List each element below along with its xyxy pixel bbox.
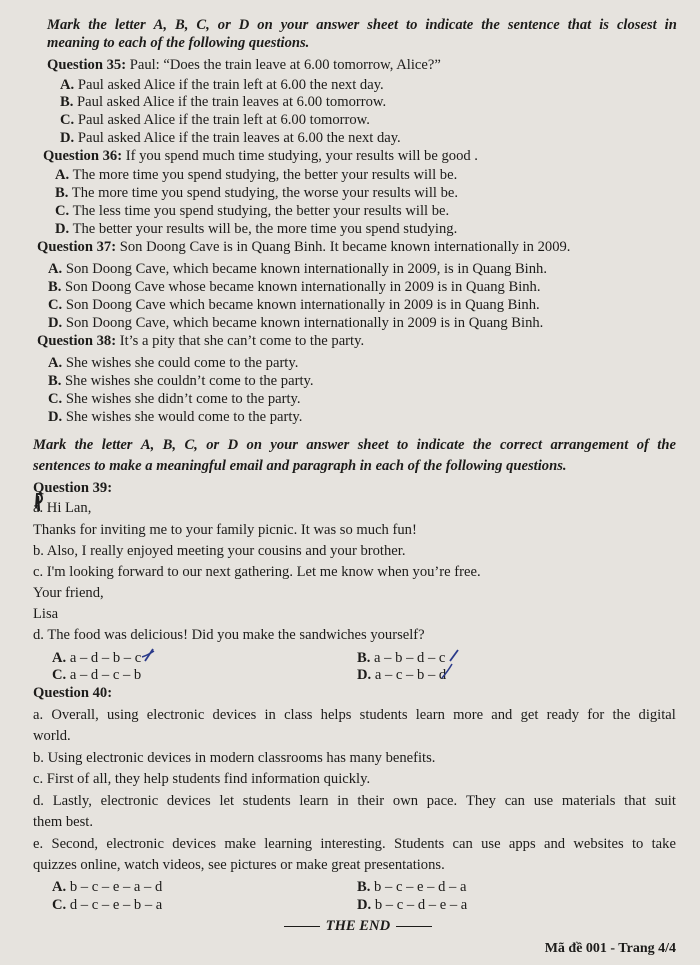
q35-label: Question 35: — [47, 57, 127, 73]
word: use — [533, 793, 554, 809]
word: and — [543, 836, 566, 852]
word: using — [106, 707, 139, 723]
word: indicate — [425, 17, 474, 33]
word: get — [520, 707, 539, 723]
q36-option-b[interactable]: B. The more time you spend studying, the worse your results will be. — [55, 185, 459, 201]
q35-option-d[interactable]: D. Paul asked Alice if the train leaves at 6.00 the next day. — [60, 130, 401, 146]
word: the — [612, 707, 631, 723]
q38-stem: It’s a pity that she can’t come to the party. — [119, 333, 365, 349]
word: letter — [101, 437, 133, 453]
q39-option-c[interactable]: C. a – d – c – b — [52, 667, 142, 683]
word: the — [472, 437, 492, 453]
word: can — [504, 793, 525, 809]
word: Students — [393, 836, 445, 852]
word: class — [284, 707, 313, 723]
q37-option-b[interactable]: B. Son Doong Cave whose became known internationally in 2009 is in Quang Binh. — [48, 279, 541, 295]
q35-option-b[interactable]: B. Paul asked Alice if the train leaves at 6.00 tomorrow. — [60, 94, 387, 110]
end-rule-left — [284, 926, 320, 927]
word: students — [242, 793, 291, 809]
end-marker — [282, 918, 434, 935]
word: learn — [299, 793, 329, 809]
q37-label: Question 37: — [37, 239, 117, 255]
word: the — [74, 437, 94, 453]
word: sentence — [507, 17, 560, 33]
word: make — [224, 836, 256, 852]
q38-option-b[interactable]: B. She wishes she couldn’t come to the party. — [48, 373, 314, 389]
word: or — [206, 437, 220, 453]
q36-option-d[interactable]: D. The better your results will be, the more time you spend studying. — [55, 221, 458, 237]
q35-option-c[interactable]: C. Paul asked Alice if the train left at 6.00 tomorrow. — [60, 112, 370, 128]
word: closest — [616, 17, 657, 33]
q38-option-d[interactable]: D. She wishes she would come to the party. — [48, 409, 303, 425]
word: digital — [638, 707, 676, 723]
word: A, — [153, 17, 168, 33]
word: Lastly, — [52, 793, 92, 809]
end-text: THE END — [325, 918, 391, 934]
word: use — [481, 836, 501, 852]
q39-option-a[interactable]: A. a – d – b – c — [52, 650, 142, 666]
q40-line-e2: quizzes online, watch videos, see pictures or make great presentations. — [33, 857, 445, 873]
word: Second, — [51, 836, 99, 852]
word: d. — [33, 793, 44, 809]
word: sheet — [367, 17, 399, 33]
word: a. — [33, 707, 44, 723]
word: A, — [140, 437, 155, 453]
section1-instruction-line2: meaning to each of the following questions. — [47, 35, 310, 51]
q36-stem: If you spend much time studying, your results will be good . — [125, 148, 478, 164]
word: learning — [264, 836, 313, 852]
q39-label: Question 39: — [33, 480, 113, 496]
q40-line-e1 — [33, 836, 676, 853]
word: in — [664, 17, 677, 33]
word: can — [452, 836, 473, 852]
word: correct — [499, 437, 543, 453]
q40-option-a[interactable]: A. b – c – e – a – d — [52, 879, 163, 895]
word: ready — [546, 707, 580, 723]
word: to — [396, 437, 409, 453]
word: arrangement — [550, 437, 629, 453]
q37-stem: Son Doong Cave is in Quang Binh. It became known internationally in 2009. — [119, 239, 571, 255]
word: or — [217, 17, 231, 33]
word: devices — [166, 793, 211, 809]
word: pace. — [426, 793, 458, 809]
word: Mark — [47, 17, 81, 33]
q40-line-a1 — [33, 707, 676, 724]
word: websites — [573, 836, 624, 852]
q37-option-c[interactable]: C. Son Doong Cave which became known internationally in 2009 is in Quang Binh. — [48, 297, 540, 313]
word: e. — [33, 836, 44, 852]
q36-option-a[interactable]: A. The more time you spend studying, the better your results will be. — [55, 167, 458, 183]
word: to — [406, 17, 418, 33]
word: D — [227, 437, 239, 453]
word: own — [392, 793, 419, 809]
page-footer: Mã đề 001 - Trang 4/4 — [544, 941, 676, 956]
q39-line-name: Lisa — [33, 606, 59, 622]
q40-line-a2: world. — [33, 728, 71, 744]
q40-line-d2: them best. — [33, 814, 93, 830]
word: in — [337, 793, 349, 809]
word: your — [270, 437, 298, 453]
q35-stem: Paul: “Does the train leave at 6.00 tomorrow, Alice?” — [129, 57, 441, 73]
word: of — [636, 437, 649, 453]
q37-option-d[interactable]: D. Son Doong Cave, which became known internationally in 2009 is in Quang Binh. — [48, 315, 544, 331]
q35-option-a[interactable]: A. Paul asked Alice if the train left at 6.00 the next day. — [60, 77, 384, 93]
word: interesting. — [320, 836, 386, 852]
q40-option-d[interactable]: D. b – c – d – e – a — [357, 897, 468, 913]
q40-line-b: b. Using electronic devices in modern classrooms has many benefits. — [33, 750, 436, 766]
word: let — [219, 793, 235, 809]
word: that — [567, 17, 592, 33]
word: their — [357, 793, 385, 809]
word: to — [631, 836, 644, 852]
q38-option-c[interactable]: C. She wishes she didn’t come to the party. — [48, 391, 301, 407]
q39-line-b: b. Also, I really enjoyed meeting your cousins and your brother. — [33, 543, 406, 559]
section2-instruction-line2: sentences to make a meaningful email and paragraph in each of the following questions. — [33, 458, 567, 474]
q40-option-c[interactable]: C. d – c – e – b – a — [52, 897, 163, 913]
word: and — [491, 707, 513, 723]
word: Mark — [33, 437, 67, 453]
word: sheet — [357, 437, 389, 453]
q39-line-d: d. The food was delicious! Did you make the sandwiches yourself? — [33, 627, 425, 643]
word: answer — [316, 17, 360, 33]
word: They — [465, 793, 496, 809]
q39-line-a: a. Hi Lan, — [33, 500, 92, 516]
word: your — [280, 17, 309, 33]
word: electronic — [146, 707, 205, 723]
word: on — [257, 17, 273, 33]
q38-option-a[interactable]: A. She wishes she could come to the party. — [48, 355, 299, 371]
word: helps — [320, 707, 352, 723]
q40-label: Question 40: — [33, 685, 113, 701]
word: that — [624, 793, 647, 809]
word: indicate — [416, 437, 465, 453]
word: students — [359, 707, 408, 723]
q39-line-signoff: Your friend, — [33, 585, 104, 601]
q36-option-c[interactable]: C. The less time you spend studying, the better your results will be. — [55, 203, 450, 219]
word: suit — [654, 793, 676, 809]
word: letter — [114, 17, 146, 33]
word: is — [599, 17, 609, 33]
q39-option-d[interactable]: D. a – c – b – d — [357, 667, 447, 683]
word: devices — [212, 707, 257, 723]
q40-line-c: c. First of all, they help students find information quickly. — [33, 771, 371, 787]
word: apps — [508, 836, 536, 852]
word: devices — [172, 836, 216, 852]
q37-option-a[interactable]: A. Son Doong Cave, which became known internationally in 2009, is in Quang Binh. — [48, 261, 547, 277]
word: the — [88, 17, 107, 33]
word: Overall, — [51, 707, 99, 723]
q39-line-c: c. I'm looking forward to our next gathering. Let me know when you’re free. — [33, 564, 481, 580]
word: B, — [162, 437, 177, 453]
word: for — [587, 707, 605, 723]
q39-line-thanks: Thanks for inviting me to your family picnic. It was so much fun! — [33, 522, 417, 538]
word: C, — [196, 17, 210, 33]
end-rule-right — [396, 926, 432, 927]
word: materials — [561, 793, 616, 809]
word: learn — [415, 707, 445, 723]
word: take — [651, 836, 676, 852]
q40-line-d1 — [33, 793, 676, 810]
word: C, — [184, 437, 198, 453]
q38-label: Question 38: — [37, 333, 117, 349]
word: on — [246, 437, 262, 453]
word: electronic — [106, 836, 164, 852]
q36-label: Question 36: — [43, 148, 123, 164]
word: D — [238, 17, 250, 33]
word: electronic — [100, 793, 159, 809]
word: answer — [306, 437, 350, 453]
word: B, — [175, 17, 189, 33]
word: more — [453, 707, 484, 723]
word: the — [657, 437, 676, 453]
word: the — [481, 17, 500, 33]
word: in — [264, 707, 276, 723]
q40-option-b[interactable]: B. b – c – e – d – a — [357, 879, 467, 895]
q39-option-b[interactable]: B. a – b – d – c — [357, 650, 446, 666]
